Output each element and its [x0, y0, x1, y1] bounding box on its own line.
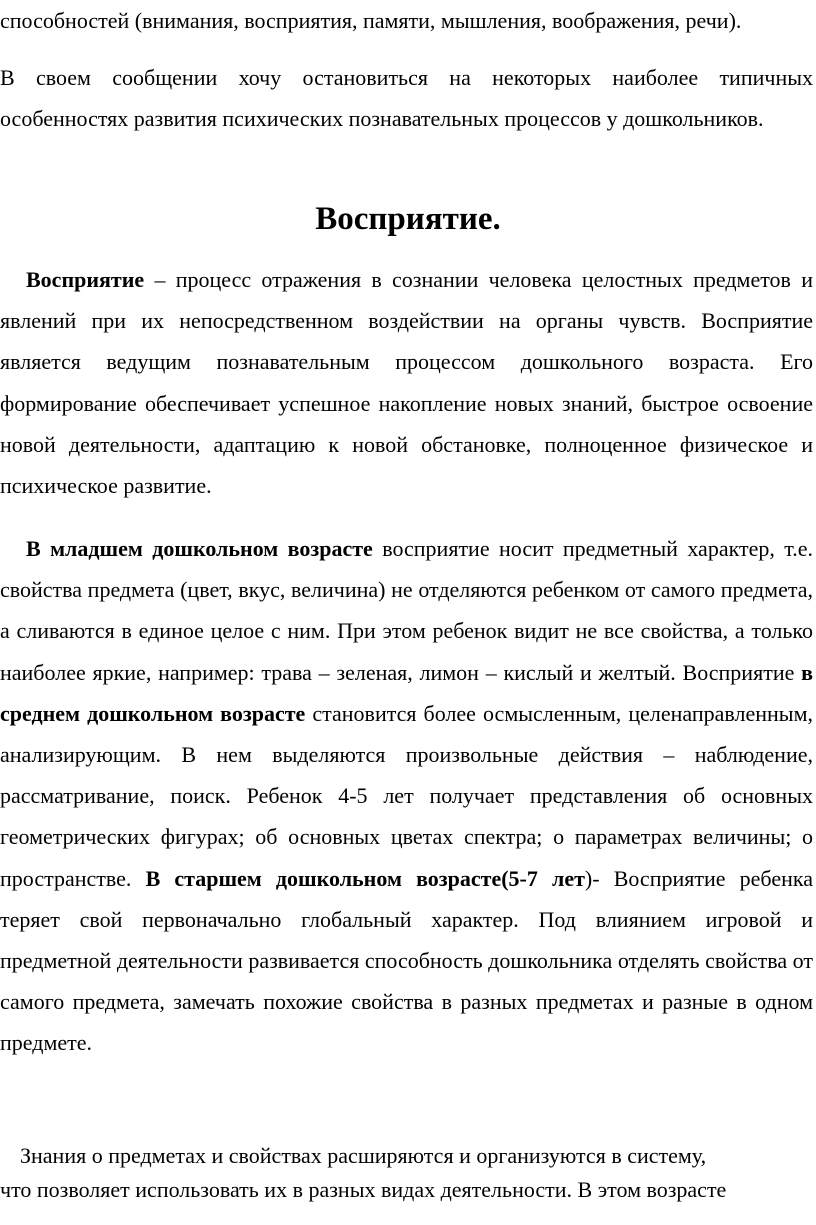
term-dash: – — [144, 267, 176, 292]
paragraph-text-middle: становится более осмысленным, целенаправленным, анализирующим. В нем выделяются произвольные действия – наблюдение, рассматривание, поиск. Ребенок 4-5 лет получает представления об основных геометрических фигурах; об основных цветах спектра; о параметрах величины; о пространстве. — [0, 700, 813, 891]
term-perception: Восприятие — [26, 267, 145, 292]
paragraph-text: процесс отражения в сознании человека целостных предметов и явлений при их непосредственном воздействии на органы чувств. Восприятие является ведущим познавательным процессом дошкольного возраста. Его формирование обеспечивает успешное накопление новых знаний, быстрое освоение новой деятельности, адаптацию к новой обстановке, полноценное физическое и психическое развитие. — [0, 267, 813, 499]
paragraph-text-senior: )- Восприятие ребенка теряет свой первоначально глобальный характер. Под влиянием игровой и предметной деятельности развивается способность дошкольника отделять свойства от самого предмета, замечать похожие свойства в разных предметах и разные в одном предмете. — [0, 865, 813, 1056]
paragraph-text: способностей (внимания, восприятия, памяти, мышления, воображения, речи). — [0, 8, 742, 33]
section-heading-perception: Восприятие. — [315, 201, 501, 237]
bold-junior-age: В младшем дошкольном возрасте — [26, 536, 373, 561]
bold-middle-age: в среднем дошкольном возрасте — [0, 659, 813, 726]
paragraph-line-2: что позволяет использовать их в разных видах деятельности. В этом возрасте — [0, 1177, 727, 1202]
paragraph-perception-definition — [0, 259, 813, 506]
paragraph-age-stages — [0, 528, 813, 1064]
paragraph-text-junior: восприятие носит предметный характер, т.е. свойства предмета (цвет, вкус, величина) не отделяются ребенком от самого предмета, а сливаются в единое целое с ним. При этом ребенок видит не все свойства, а только наиболее яркие, например: трава – зеленая, лимон – кислый и желтый. Восприятие — [0, 536, 813, 685]
bold-senior-age: В старшем дошкольном возрасте(5-7 лет — [145, 865, 585, 891]
paragraph-introduction — [0, 57, 813, 139]
paragraph-knowledge-system — [0, 1139, 813, 1207]
paragraph-abilities-list — [0, 0, 813, 41]
paragraph-text: В своем сообщении хочу остановиться на некоторых наиболее типичных особенностях развития психических познавательных процессов у дошкольников. — [0, 65, 813, 132]
paragraph-line-1: Знания о предметах и свойствах расширяются и организуются в систему, — [20, 1143, 707, 1168]
